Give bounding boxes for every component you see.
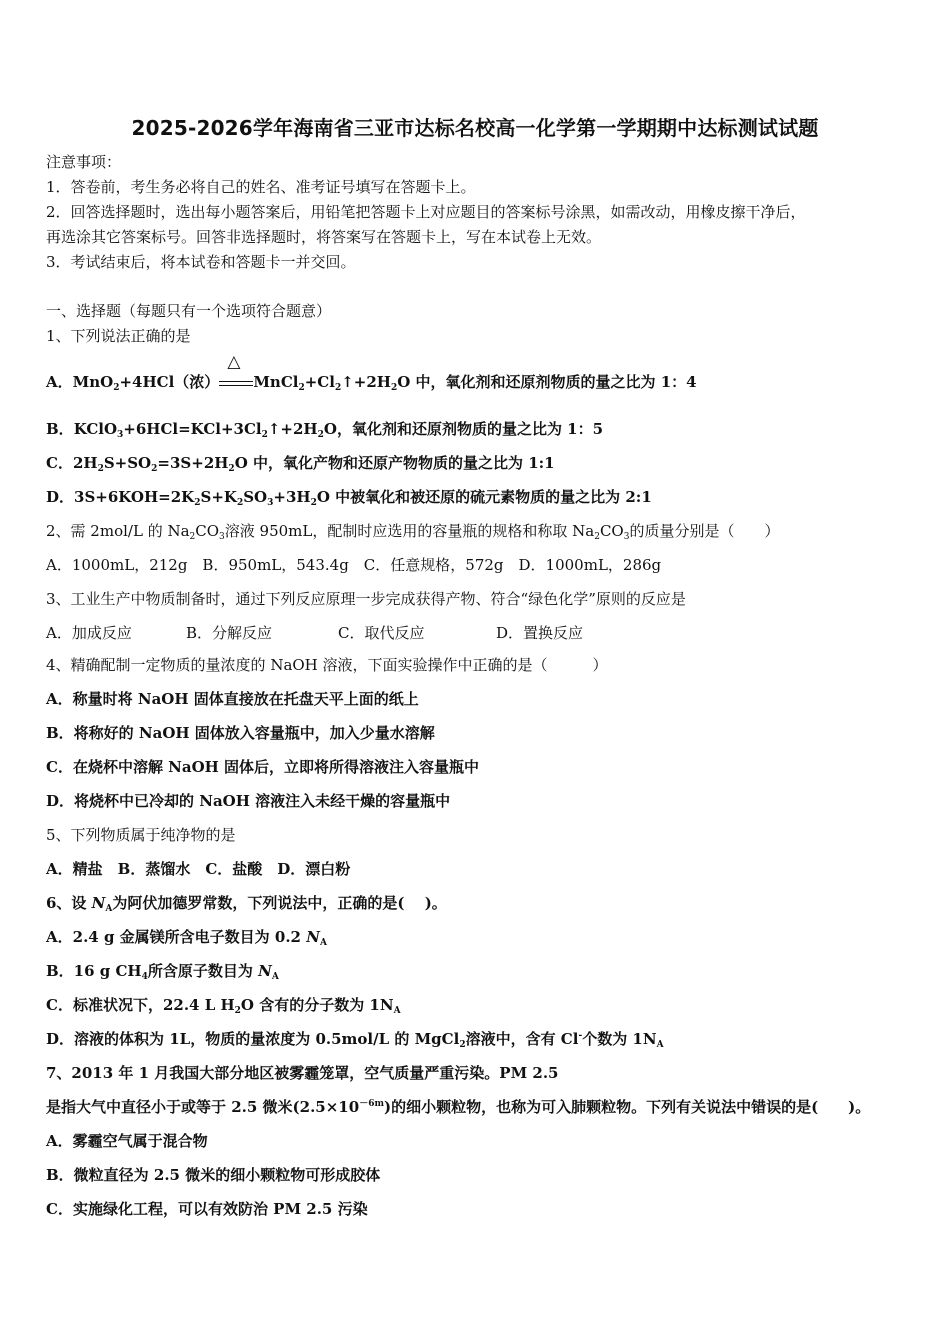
q7-option-c: C．实施绿化工程，可以有效防治 PM 2.5 污染 <box>46 1200 368 1218</box>
notice-item-2-cont: 再选涂其它答案标号。回答非选择题时，将答案写在答题卡上，写在本试卷上无效。 <box>46 228 602 246</box>
q4-option-b: B．将称好的 NaOH 固体放入容量瓶中，加入少量水溶解 <box>46 724 435 742</box>
q6-option-b: B．16 g $CH_4$所含原子数目为 $N_A$ <box>46 962 279 982</box>
q7-option-a: A．雾霾空气属于混合物 <box>46 1132 208 1150</box>
q6-stem: 6、设 $N_A$为阿伏加德罗常数，下列说法中，正确的是( )。 <box>46 894 447 914</box>
q6-option-c: C．标准状况下，22.4 L $H_2O$ 含有的分子数为 $1N_A$ <box>46 996 401 1016</box>
q4-option-c: C．在烧杯中溶解 NaOH 固体后，立即将所得溶液注入容量瓶中 <box>46 758 480 776</box>
page-title: 2025-2026学年海南省三亚市达标名校高一化学第一学期期中达标测试试题 <box>131 116 819 140</box>
q1-option-d: D．$3S+6KOH=2K_2S+K_2SO_3+3H_2O$ 中被氧化和被还原的硫元素物质的量之比为 2:1 <box>46 488 652 508</box>
q4-option-d: D．将烧杯中已冷却的 NaOH 溶液注入未经干燥的容量瓶中 <box>46 792 451 810</box>
q3-option-d: D．置换反应 <box>496 624 584 642</box>
q1-stem: 1、下列说法正确的是 <box>46 327 191 345</box>
q1-option-c: C．$2H_2S+SO_2=3S+2H_2O$ 中，氧化产物和还原产物物质的量之比为 1:1 <box>46 454 555 474</box>
q3-option-a: A．加成反应 <box>46 624 132 642</box>
q4-option-a: A．称量时将 NaOH 固体直接放在托盘天平上面的纸上 <box>46 690 419 708</box>
notice-item-1: 1．答卷前，考生务必将自己的姓名、准考证号填写在答题卡上。 <box>46 178 476 196</box>
notice-item-3: 3．考试结束后，将本试卷和答题卡一并交回。 <box>46 253 356 271</box>
notice-item-2: 2．回答选择题时，选出每小题答案后，用铅笔把答题卡上对应题目的答案标号涂黑，如需改动，用橡皮擦干净后， <box>46 203 806 221</box>
q1-option-a: A．MnO$_2$+4HCl（浓） △ $MnCl_2+Cl_2↑+2H_2O$ 中，氧化剂和还原剂物质的量之比为 1：4 <box>46 352 697 393</box>
heat-equals-sign: △ <box>219 372 253 392</box>
q6-option-d: D．溶液的体积为 1L，物质的量浓度为 0.5mol/L 的 MgCl$_2$溶液中，含有 Cl-个数为 $1N_A$ <box>46 1030 664 1050</box>
q3-stem: 3、工业生产中物质制备时，通过下列反应原理一步完成获得产物、符合“绿色化学”原则的反应是 <box>46 590 686 608</box>
q4-stem: 4、精确配制一定物质的量浓度的 NaOH 溶液，下面实验操作中正确的是（ ） <box>46 656 608 674</box>
q3-options <box>46 623 583 643</box>
q6-option-a: A．2.4 g 金属镁所含电子数目为 0.2 $N_A$ <box>46 928 327 948</box>
q5-stem: 5、下列物质属于纯净物的是 <box>46 826 236 844</box>
q5-options: A．精盐 B．蒸馏水 C．盐酸 D．漂白粉 <box>46 860 351 878</box>
q2-options: A．1000mL，212g B．950mL，543.4g C．任意规格，572g D．1000mL，286g <box>46 556 662 574</box>
q7-stem-line-1: 7、2013 年 1 月我国大部分地区被雾霾笼罩，空气质量严重污染。PM 2.5 <box>46 1064 559 1082</box>
section-heading: 一、选择题（每题只有一个选项符合题意） <box>46 302 332 320</box>
q2-stem: 2、需 2mol/L 的 $Na_2CO_3$溶液 950mL，配制时应选用的容量瓶的规格和称取 $Na_2CO_3$的质量分别是（ ） <box>46 522 780 542</box>
q3-option-b: B．分解反应 <box>186 624 273 642</box>
notice-heading: 注意事项： <box>46 153 122 171</box>
q7-stem-line-2: 是指大气中直径小于或等于 2.5 微米$(2.5\times 10^{-6m})$的细小颗粒物，也称为可入肺颗粒物。下列有关说法中错误的是( )。 <box>46 1098 871 1116</box>
q1-option-b: B．$KClO_3+6HCl=KCl+3Cl_2↑+2H_2O$，氧化剂和还原剂物质的量之比为 1：5 <box>46 420 604 440</box>
q7-option-b: B．微粒直径为 2.5 微米的细小颗粒物可形成胶体 <box>46 1166 381 1184</box>
q3-option-c: C．取代反应 <box>338 624 425 642</box>
